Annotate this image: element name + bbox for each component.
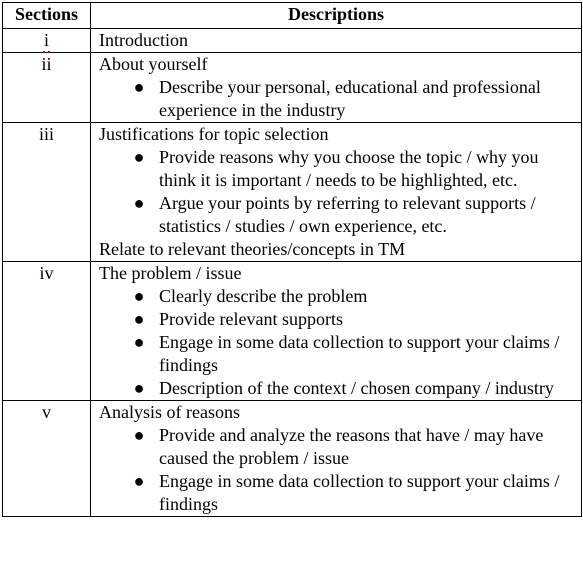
section-label: ii <box>41 54 52 74</box>
bullet-text: Provide relevant supports <box>159 309 343 329</box>
section-number <box>3 262 91 401</box>
section-label: iii <box>38 124 54 144</box>
list-item <box>99 146 577 192</box>
bullet-icon: ● <box>133 425 145 445</box>
list-item <box>99 331 577 377</box>
section-number <box>3 29 91 53</box>
section-heading: Introduction <box>99 30 188 50</box>
section-label: i <box>43 30 49 50</box>
bullet-text: Provide and analyze the reasons that have / may have caused the problem / issue <box>159 425 544 468</box>
section-number <box>3 53 91 123</box>
table-row <box>3 29 582 53</box>
table-row <box>3 262 582 401</box>
list-item <box>99 308 577 331</box>
header-row <box>3 3 582 29</box>
list-item <box>99 470 577 516</box>
bullet-icon: ● <box>133 147 145 167</box>
list-item <box>99 76 577 122</box>
section-description <box>91 401 582 517</box>
bullet-text: Describe your personal, educational and professional experience in the industry <box>159 77 541 120</box>
bullet-text: Clearly describe the problem <box>159 286 368 306</box>
section-number <box>3 123 91 262</box>
table-row <box>3 123 582 262</box>
section-label: v <box>42 402 51 422</box>
section-heading: Justifications for topic selection <box>99 124 329 144</box>
bullet-text: Provide reasons why you choose the topic / why you think it is important / needs to be highlighted, etc. <box>159 147 539 190</box>
table-body <box>3 29 582 517</box>
section-label: iv <box>39 263 54 283</box>
bullet-icon: ● <box>133 471 145 491</box>
section-description <box>91 29 582 53</box>
bullet-icon: ● <box>133 193 145 213</box>
section-heading: The problem / issue <box>99 263 242 283</box>
header-sections: Sections <box>3 3 91 29</box>
section-description <box>91 53 582 123</box>
bullet-icon: ● <box>133 309 145 329</box>
bullet-icon: ● <box>133 77 145 97</box>
header-descriptions: Descriptions <box>91 3 582 29</box>
bullet-text: Engage in some data collection to support your claims / findings <box>159 332 560 375</box>
list-item <box>99 192 577 238</box>
bullet-icon: ● <box>133 286 145 306</box>
section-number <box>3 401 91 517</box>
table-row <box>3 53 582 123</box>
bullet-list <box>99 285 577 400</box>
table-row <box>3 401 582 517</box>
bullet-text: Argue your points by referring to relevant supports / statistics / studies / own experience, etc. <box>159 193 536 236</box>
section-heading: About yourself <box>99 54 208 74</box>
section-description <box>91 123 582 262</box>
list-item <box>99 285 577 308</box>
list-item <box>99 424 577 470</box>
section-description <box>91 262 582 401</box>
bullet-icon: ● <box>133 332 145 352</box>
bullet-list <box>99 146 577 238</box>
bullet-icon: ● <box>133 378 145 398</box>
bullet-text: Description of the context / chosen company / industry <box>159 378 554 398</box>
bullet-text: Engage in some data collection to support your claims / findings <box>159 471 560 514</box>
list-item <box>99 377 577 400</box>
bullet-list <box>99 424 577 516</box>
section-heading: Analysis of reasons <box>99 402 240 422</box>
section-note: Relate to relevant theories/concepts in TM <box>99 239 406 259</box>
sections-table <box>2 2 582 517</box>
bullet-list <box>99 76 577 122</box>
